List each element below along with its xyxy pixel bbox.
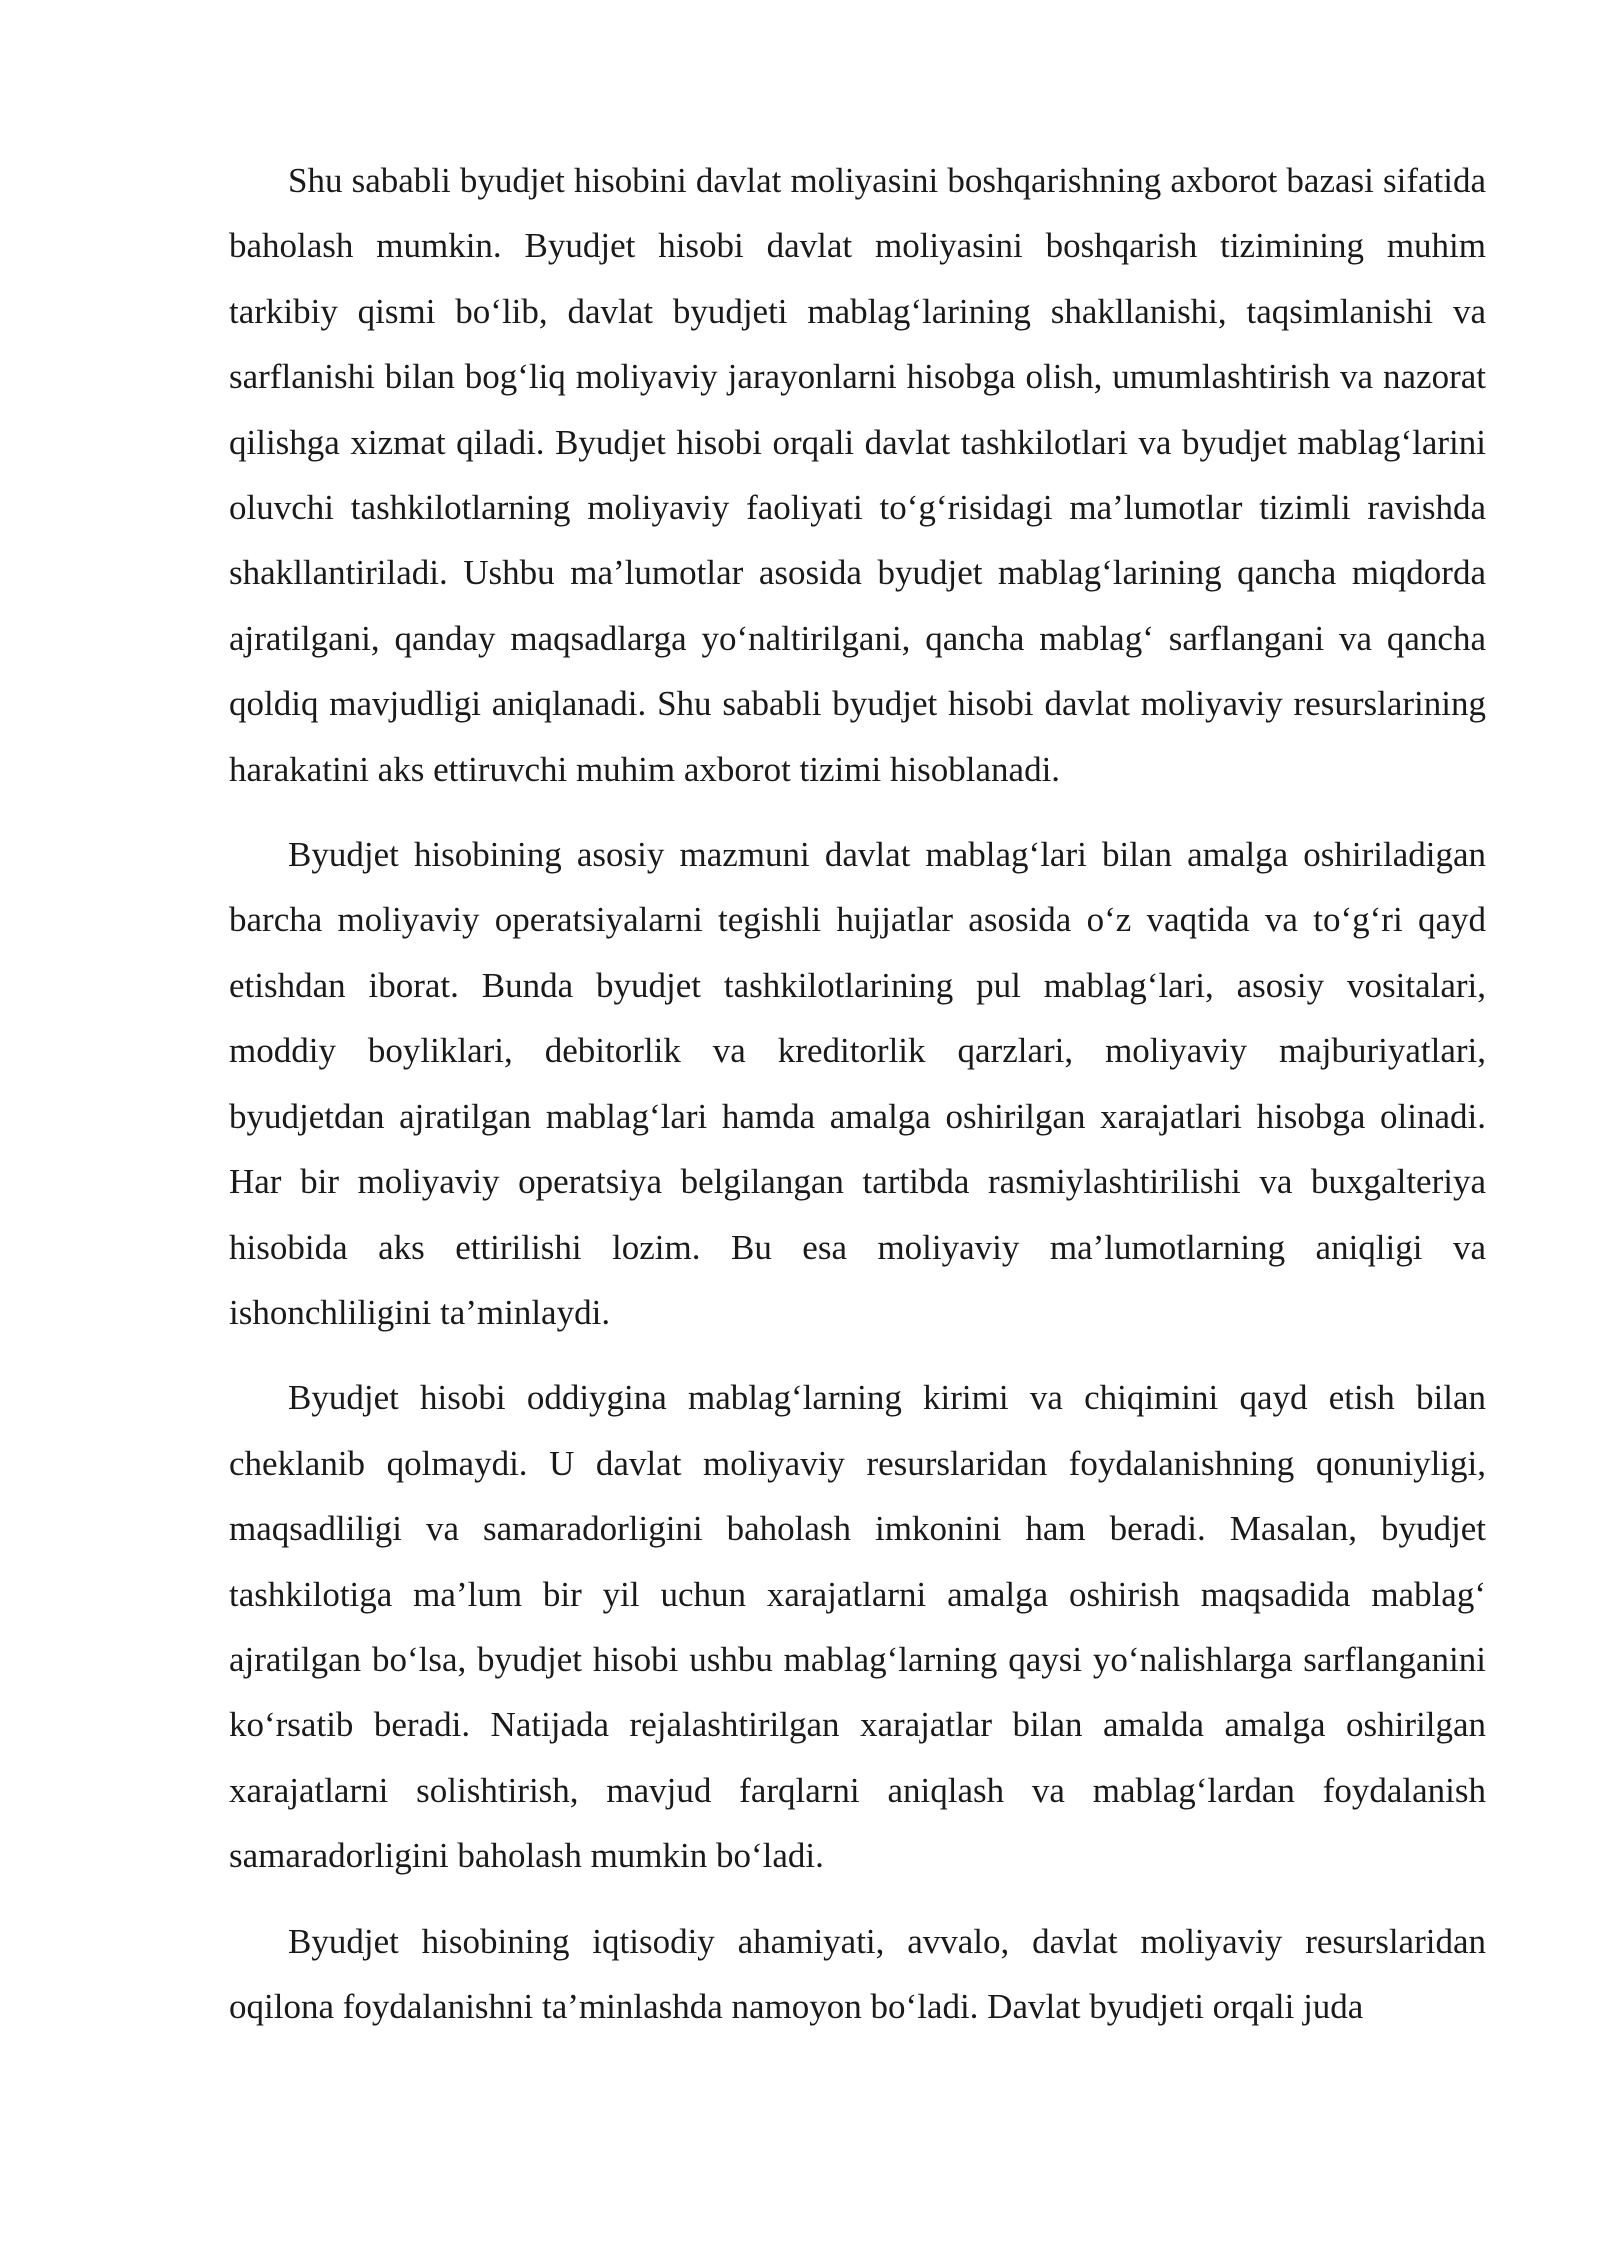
document-body	[229, 148, 1486, 2039]
paragraph-1: Shu sababli byudjet hisobini davlat moliyasini boshqarishning axborot bazasi sifatida baholash mumkin. Byudjet hisobi davlat moliyasini boshqarish tizimining muhim tarkibiy qismi bo‘lib, davlat byudjeti mablag‘larining shakllanishi, taqsimlanishi va sarflanishi bilan bog‘liq moliyaviy jarayonlarni hisobga olish, umumlashtirish va nazorat qilishga xizmat qiladi. Byudjet hisobi orqali davlat tashkilotlari va byudjet mablag‘larini oluvchi tashkilotlarning moliyaviy faoliyati to‘g‘risidagi ma’lumotlar tizimli ravishda shakllantiriladi. Ushbu ma’lumotlar asosida byudjet mablag‘larining qancha miqdorda ajratilgani, qanday maqsadlarga yo‘naltirilgani, qancha mablag‘ sarflangani va qancha qoldiq mavjudligi aniqlanadi. Shu sababli byudjet hisobi davlat moliyaviy resurslarining harakatini aks ettiruvchi muhim axborot tizimi hisoblanadi.	[229, 161, 1486, 789]
paragraph-2: Byudjet hisobining asosiy mazmuni davlat mablag‘lari bilan amalga oshiriladigan barcha moliyaviy operatsiyalarni tegishli hujjatlar asosida o‘z vaqtida va to‘g‘ri qayd etishdan iborat. Bunda byudjet tashkilotlarining pul mablag‘lari, asosiy vositalari, moddiy boyliklari, debitorlik va kreditorlik qarzlari, moliyaviy majburiyatlari, byudjetdan ajratilgan mablag‘lari hamda amalga oshirilgan xarajatlari hisobga olinadi. Har bir moliyaviy operatsiya belgilangan tartibda rasmiylashtirilishi va buxgalteriya hisobida aks ettirilishi lozim. Bu esa moliyaviy ma’lumotlarning aniqligi va ishonchliligini ta’minlaydi.	[229, 835, 1486, 1332]
paragraph-3: Byudjet hisobi oddiygina mablag‘larning kirimi va chiqimini qayd etish bilan cheklanib qolmaydi. U davlat moliyaviy resurslaridan foydalanishning qonuniyligi, maqsadliligi va samaradorligini baholash imkonini ham beradi. Masalan, byudjet tashkilotiga ma’lum bir yil uchun xarajatlarni amalga oshirish maqsadida mablag‘ ajratilgan bo‘lsa, byudjet hisobi ushbu mablag‘larning qaysi yo‘nalishlarga sarflanganini ko‘rsatib beradi. Natijada rejalashtirilgan xarajatlar bilan amalda amalga oshirilgan xarajatlarni solishtirish, mavjud farqlarni aniqlash va mablag‘lardan foydalanish samaradorligini baholash mumkin bo‘ladi.	[229, 1378, 1486, 1876]
paragraph-4: Byudjet hisobining iqtisodiy ahamiyati, avvalo, davlat moliyaviy resurslaridan oqilona foydalanishni ta’minlashda namoyon bo‘ladi. Davlat byudjeti orqali juda	[229, 1921, 1486, 2026]
